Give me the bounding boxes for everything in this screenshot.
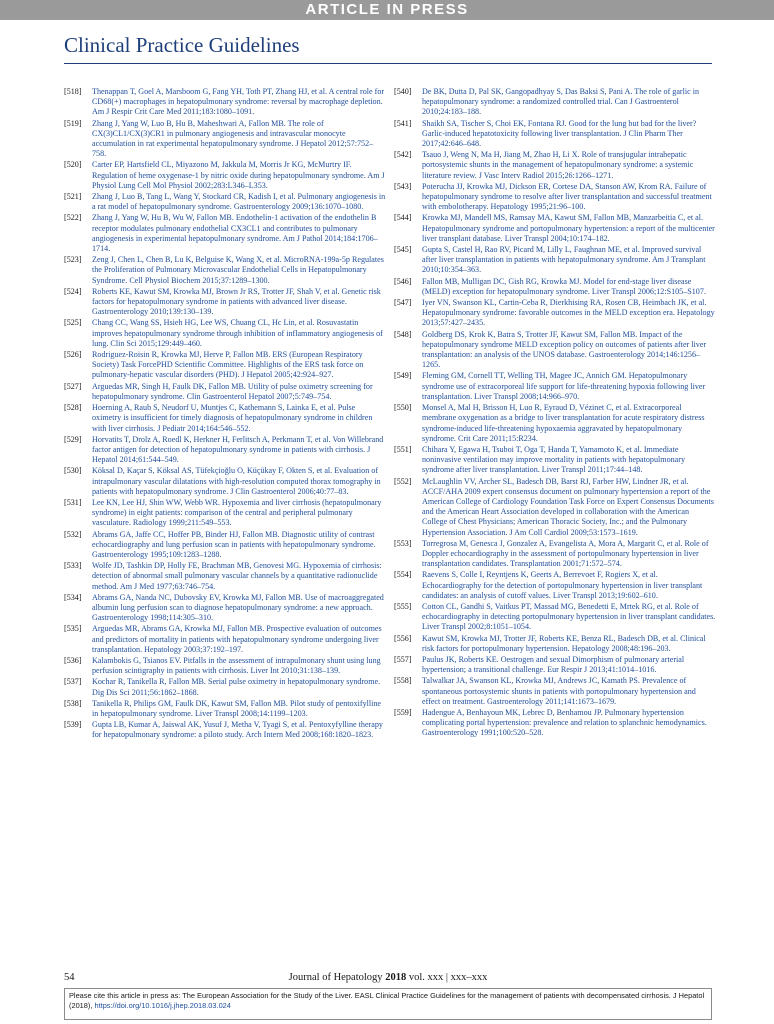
reference-item [64, 382, 386, 402]
reference-item [394, 371, 716, 402]
reference-link[interactable]: Hoerning A, Raub S, Neudorf U, Muntjes C, Kathemann S, Lainka E, et al. Pulse oximetry is insufficient for timely diagnosis of hepatopulmonary syndrome in children with liver cirrhosis. J Pediatr 2014;164:546–552. [92, 403, 373, 433]
reference-number: [534] [64, 592, 82, 602]
reference-link[interactable]: Abrams GA, Jaffe CC, Hoffer PB, Binder HJ, Fallon MB. Diagnostic utility of contrast echocardiography and lung perfusion scan in patients with hepatopulmonary syndrome. Gastroenterology 1995;109:1283–1288. [92, 529, 376, 559]
journal-volume: vol. xxx | xxx–xxx [408, 972, 488, 983]
header-rule [64, 63, 712, 64]
reference-number: [554] [394, 570, 412, 580]
reference-number: [527] [64, 381, 82, 391]
reference-item [394, 330, 716, 371]
reference-item [64, 435, 386, 466]
reference-item [64, 561, 386, 592]
page-number: 54 [64, 972, 75, 983]
reference-item [64, 119, 386, 160]
reference-number: [539] [64, 720, 82, 730]
reference-number: [535] [64, 624, 82, 634]
reference-number: [559] [394, 707, 412, 717]
reference-link[interactable]: Carter EP, Hartsfield CL, Miyazono M, Jakkula M, Morris Jr KG, McMurtry IF. Regulation of heme oxygenase-1 by nitric oxide during hepatopulmonary syndrome. Am J Physiol Lung Cell Mol Physiol 2002;283:L346–L353. [92, 160, 385, 190]
reference-number: [545] [394, 245, 412, 255]
reference-number: [528] [64, 403, 82, 413]
reference-item [394, 655, 716, 675]
journal-name: Journal of Hepatology [288, 972, 383, 983]
reference-number: [520] [64, 160, 82, 170]
reference-number: [556] [394, 633, 412, 643]
reference-item [64, 498, 386, 529]
reference-number: [525] [64, 318, 82, 328]
reference-number: [532] [64, 529, 82, 539]
reference-item [64, 624, 386, 655]
reference-link[interactable]: Fleming GM, Cornell TT, Welling TH, Magee JC, Annich GM. Hepatopulmonary syndrome use of extracorporeal life support for life-threatening hypoxia following liver transplantation. Liver Transpl 2008;14:966–970. [422, 371, 706, 401]
reference-link[interactable]: Goldberg DS, Krok K, Batra S, Trotter JF, Kawut SM, Fallon MB. Impact of the hepatopulmonary syndrome MELD exception policy on outcomes of patients after liver transplantation: an analysis of the UNOS database. Gastroenterology 2014;146:1256–1265. [422, 329, 707, 370]
reference-link[interactable]: Roberts KE, Kawut SM, Krowka MJ, Brown Jr RS, Trotter JF, Shah V, et al. Genetic risk factors for hepatopulmonary syndrome in patients with advanced liver disease. Gastroenterology 2010;139:130–139. [92, 286, 381, 317]
reference-item [64, 656, 386, 676]
page-footer [64, 971, 712, 985]
reference-number: [538] [64, 698, 82, 708]
reference-link[interactable]: Chihara Y, Egawa H, Tsuboi T, Oga T, Handa T, Yamamoto K, et al. Immediate noninvasive ventilation may improve mortality in patients with hepatopulmonary syndrome after liver transplantation. Liver Transpl 2011;17:44–148. [422, 444, 685, 475]
references-right-column [394, 87, 716, 740]
reference-item [394, 277, 716, 297]
reference-link[interactable]: Raevens S, Colle I, Reyntjens K, Geerts A, Berrevoet F, Rogiers X, et al. Echocardiography for the detection of portopulmonary hypertension in liver transplant candidates: an analysis of cutoff values. Liver Transpl 2013;19:602–610. [422, 570, 703, 600]
reference-item [64, 720, 386, 740]
reference-link[interactable]: Lee KN, Lee HJ, Shin WW, Webb WR. Hypoxemia and liver cirrhosis (hepatopulmonary syndrome) in eight patients: comparison of the central and peripheral pulmonary vasculature. Radiology 1999;211:549–553. [92, 497, 382, 528]
reference-item [394, 213, 716, 244]
reference-item [64, 87, 386, 118]
reference-link[interactable]: Krowka MJ, Mandell MS, Ramsay MA, Kawut SM, Fallon MB, Manzarbeitia C, et al. Hepatopulmonary syndrome and portopulmonary hypertension: a report of the multicenter liver transplant database. Liver Transpl 2004;10:174–182. [422, 213, 715, 243]
reference-item [64, 287, 386, 318]
reference-link[interactable]: Shaikh SA, Tischer S, Choi EK, Fontana RJ. Good for the lung but bad for the liver? Garlic-induced hepatotoxicity following liver transplantation. J Clin Pharm Ther 2017;42:646–648. [422, 118, 697, 149]
reference-item [64, 192, 386, 212]
reference-item [394, 119, 716, 150]
reference-number: [523] [64, 255, 82, 265]
reference-item [64, 530, 386, 561]
reference-item [64, 318, 386, 349]
reference-item [394, 182, 716, 213]
reference-link[interactable]: Gupta LB, Kumar A, Jaiswal AK, Yusuf J, Metha V, Tyagi S, et al. Pentoxyfylline therapy for hepatopulmonary syndrome: a piloto study. Arch Intern Med 2008;168:1820–1823. [92, 720, 383, 740]
reference-number: [533] [64, 561, 82, 571]
reference-link[interactable]: Torregrosa M, Genesca J, Gonzalez A, Evangelista A, Mora A, Margarit C, et al. Role of Doppler echocardiography in the assessment of portopulmonary hypertension in liver transplantation candidates. Transplantation 2001;71:572–574. [422, 538, 709, 569]
reference-number: [522] [64, 213, 82, 223]
reference-number: [524] [64, 286, 82, 296]
journal-line [64, 971, 712, 985]
reference-link[interactable]: Tanikella R, Philips GM, Faulk DK, Kawut SM, Fallon MB. Pilot study of pentoxifylline in hepatopulmonary syndrome. Liver Transpl 2008;14:1199–1203. [92, 698, 382, 718]
reference-number: [544] [394, 213, 412, 223]
reference-item [64, 255, 386, 286]
reference-link[interactable]: Cotton CL, Gandhi S, Vaitkus PT, Massad MG, Benedetti E, Mrtek RG, et al. Role of echocardiography in detecting portopulmonary hypertension in liver transplant candidates. Liver Transpl 2002;8:1051–1054. [422, 601, 716, 632]
reference-item [394, 539, 716, 570]
citation-text: Please cite this article in press as: The European Association for the Study of the Liver. EASL Clinical Practice Guidelines for the management of patients with decompensated cirrhosis. J Hepatol (2018), [69, 991, 705, 1010]
citation-doi-link[interactable]: https://doi.org/10.1016/j.jhep.2018.03.024 [94, 1000, 231, 1010]
reference-number: [552] [394, 476, 412, 486]
reference-link[interactable]: Chang CC, Wang SS, Hsieh HG, Lee WS, Chuang CL, Hc Lin, et al. Rosuvastatin improves hepatopulmonary syndrome through inhibition of inflammatory angiogenesis of lung. Clin Sci 2015;129:449–460. [92, 318, 383, 348]
reference-number: [542] [394, 150, 412, 160]
reference-number: [521] [64, 192, 82, 202]
reference-item [64, 160, 386, 191]
reference-link[interactable]: Hadengue A, Benhayoun MK, Lebrec D, Benhamou JP. Pulmonary hypertension complicating portal hypertension: prevalence and relation to splanchnic hemodynamics. Gastroenterology 1991;100:520–528. [422, 707, 707, 738]
reference-item [394, 403, 716, 444]
reference-item [64, 403, 386, 434]
reference-link[interactable]: Kawut SM, Krowka MJ, Trotter JF, Roberts KE, Benza RL, Badesch DB, et al. Clinical risk factors for portopulmonary hypertension. Hepatology 2008;48:196–203. [422, 633, 706, 653]
journal-year: 2018 [385, 972, 407, 983]
reference-link[interactable]: Zhang J, Yang W, Luo B, Hu B, Maheshwari A, Fallon MB. The role of CX(3)CL1/CX(3)CR1 in pulmonary angiogenesis and intravascular monocyte accumulation in rat experimental hepatopulmonary syndrome. J Hepatol 2012;57:752–758. [92, 118, 374, 159]
reference-link[interactable]: Fallon MB, Mulligan DC, Gish RG, Krowka MJ. Model for end-stage liver disease (MELD) exception for hepatopulmonary syndrome. Liver Transpl 2006;12:S105–S107. [422, 276, 706, 296]
reference-item [394, 634, 716, 654]
reference-number: [557] [394, 654, 412, 664]
reference-number: [518] [64, 87, 82, 96]
reference-number: [540] [394, 87, 412, 96]
reference-number: [553] [394, 538, 412, 548]
reference-item [394, 570, 716, 601]
reference-number: [551] [394, 444, 412, 454]
reference-item [64, 699, 386, 719]
reference-item [394, 298, 716, 329]
reference-link[interactable]: Zeng J, Chen L, Chen B, Lu K, Belguise K, Wang X, et al. MicroRNA-199a-5p Regulates the Proliferation of Pulmonary Microvascular Endothelial Cells in Hepatopulmonary Syndrome. Cell Physiol Biochem 2015;37:1289–1300. [92, 255, 384, 285]
reference-link[interactable]: Zhang J, Yang W, Hu B, Wu W, Fallon MB. Endothelin-1 activation of the endothelin B receptor modulates pulmonary endothelial CX3CL1 and contributes to pulmonary angiogenesis in experimental hepatopulmonary syndrome. Am J Pathol 2014;184:1706–1714. [92, 213, 378, 254]
reference-item [394, 245, 716, 276]
reference-link[interactable]: Iyer VN, Swanson KL, Cartin-Ceba R, Dierkhising RA, Rosen CB, Heimbach JK, et al. Hepatopulmonary syndrome: favorable outcomes in the MELD exception era. Hepatology 2013;57:427–2435. [422, 298, 715, 328]
references-left-column [64, 87, 386, 742]
reference-number: [550] [394, 403, 412, 413]
reference-link[interactable]: Tsauo J, Weng N, Ma H, Jiang M, Zhao H, Li X. Role of transjugular intrahepatic portosystemic shunts in the management of hepatopulmonary syndrome: a systemic literature review. J Vasc Interv Radiol 2015;26:1266–1271. [422, 150, 694, 180]
reference-item [64, 593, 386, 624]
reference-number: [526] [64, 350, 82, 360]
reference-link[interactable]: Abrams GA, Nanda NC, Dubovsky EV, Krowka MJ, Fallon MB. Use of macroaggregated albumin lung perfusion scan to diagnose hepatopulmonary syndrome: a new approach. Gastroenterology 1998;114:305–310. [92, 592, 384, 623]
reference-link[interactable]: Kalambokis G, Tsianos EV. Pitfalls in the assessment of intrapulmonary shunt using lung perfusion scintigraphy in patients with cirrhosis. Liver Int 2010;31:138–139. [92, 655, 381, 676]
reference-link[interactable]: Arguedas MR, Abrams GA, Krowka MJ, Fallon MB. Prospective evaluation of outcomes and predictors of mortality in patients with hepatopulmonary syndrome undergoing liver transplantation. Hepatology 2003;37:192–197. [92, 624, 382, 654]
reference-number: [541] [394, 118, 412, 128]
reference-link[interactable]: Horvatits T, Drolz A, Roedl K, Herkner H, Ferlitsch A, Perkmann T, et al. Von Willebrand factor antigen for detection of hepatopulmonary syndrome in patients with cirrhosis. J Hepatol 2014;61:544–549. [92, 434, 384, 465]
reference-number: [543] [394, 181, 412, 191]
reference-number: [549] [394, 371, 412, 381]
reference-item [394, 477, 716, 538]
reference-item [394, 150, 716, 181]
reference-link[interactable]: Paulus JK, Roberts KE. Oestrogen and sexual Dimorphism of pulmonary arterial hypertension; a transitional challenge. Eur Respir J 2013;41:1014–1016. [422, 654, 685, 675]
reference-link[interactable]: Rodriguez-Roisin R, Krowka MJ, Herve P, Fallon MB. ERS (European Respiratory Society) Task ForcePHD Scientific Committee. Highlights of the ERS task force on pulmonary-hepatic vascular disorders (PHD). J Hepatol 2005;42:924–927. [92, 350, 364, 380]
reference-link[interactable]: Poterucha JJ, Krowka MJ, Dickson ER, Cortese DA, Stanson AW, Krom RA. Failure of hepatopulmonary syndrome to resolve after liver transplantation and successful treatment with embolotherapy. Hepatology 1995;21:96–100. [422, 181, 712, 212]
section-title: Clinical Practice Guidelines [64, 33, 300, 57]
reference-link[interactable]: Wolfe JD, Tashkin DP, Holly FE, Brachman MB, Genovesi MG. Hypoxemia of cirrhosis: detection of abnormal small pulmonary vascular channels by a quantitative radionuclide method. Am J Med 1977;63:746–754. [92, 561, 382, 591]
reference-link[interactable]: Kochar R, Tanikella R, Fallon MB. Serial pulse oximetry in hepatopulmonary syndrome. Dig Dis Sci 2011;56:1862–1868. [92, 677, 381, 697]
reference-number: [547] [394, 298, 412, 308]
reference-number: [555] [394, 601, 412, 611]
reference-item [394, 708, 716, 739]
reference-item [64, 350, 386, 381]
reference-link[interactable]: Monsel A, Mal H, Brisson H, Luo R, Eyraud D, Vézinet C, et al. Extracorporeal membrane oxygenation as a bridge to liver transplantation for acute respiratory distress syndrome-induced life-threatening hypoxaemia aggravated by hepatopulmonary syndrome. Crit Care 2011;15:R234. [422, 403, 705, 443]
citation-box [64, 988, 712, 1020]
reference-number: [530] [64, 466, 82, 476]
reference-item [394, 676, 716, 707]
reference-link[interactable]: McLaughlin VV, Archer SL, Badesch DB, Barst RJ, Farber HW, Lindner JR, et al. ACCF/AHA 2009 expert consensus document on pulmonary hypertension a report of the American College of Cardiology Foundation Task Force on Expert Consensus Documents and the American Heart Association developed in collaboration with the American College of Chest Physicians; American Thoracic Society, Inc.; and the Pulmonary Hypertension Association. J Am Coll Cardiol 2009;53:1573–1619. [422, 476, 714, 537]
reference-link[interactable]: Zhang J, Luo B, Tang L, Wang Y, Stockard CR, Kadish I, et al. Pulmonary angiogenesis in a rat model of hepatopulmonary syndrome. Gastroenterology 2009;136:1070–1080. [92, 192, 386, 212]
reference-link[interactable]: Thenappan T, Goel A, Marsboom G, Fang YH, Toth PT, Zhang HJ, et al. A central role for CD68(+) macrophages in hepatopulmonary syndrome: reversal by macrophage depletion. Am J Respir Crit Care Med 2011;183:1080–1091. [92, 87, 385, 117]
reference-item [394, 87, 716, 118]
article-in-press-banner: ARTICLE IN PRESS [0, 0, 774, 20]
reference-link[interactable]: Gupta S, Castel H, Rao RV, Picard M, Lilly L, Faughnan ME, et al. Improved survival after liver transplantation in patients with hepatopulmonary syndrome. Am J Transplant 2010;10:354–363. [422, 245, 706, 275]
reference-item [64, 466, 386, 497]
reference-item [64, 213, 386, 254]
reference-item [394, 445, 716, 476]
reference-number: [529] [64, 434, 82, 444]
reference-number: [537] [64, 677, 82, 687]
reference-number: [558] [394, 676, 412, 686]
reference-number: [531] [64, 497, 82, 507]
reference-number: [536] [64, 655, 82, 665]
reference-link[interactable]: Köksal D, Kaçar S, Köksal AS, Tüfekçioğlu O, Küçükay F, Okten S, et al. Evaluation of intrapulmonary vascular dilatations with high-resolution computed thorax tomography in patients with hepatopulmonary syndrome. J Clin Gastroenterol 2006;40:77–83. [92, 466, 381, 496]
reference-number: [546] [394, 276, 412, 286]
reference-link[interactable]: Talwalkar JA, Swanson KL, Krowka MJ, Andrews JC, Kamath PS. Prevalence of spontaneous portosystemic shunts in patients with portopulmonary hypertension and effect on treatment. Gastroenterology 2011;141:1673–1679. [422, 676, 696, 706]
reference-number: [519] [64, 118, 82, 128]
reference-number: [548] [394, 329, 412, 339]
reference-link[interactable]: De BK, Dutta D, Pal SK, Gangopadhyay S, Das Baksi S, Pani A. The role of garlic in hepatopulmonary syndrome: a randomized controlled trial. Can J Gastroenterol 2010;24:183–188. [422, 87, 700, 117]
reference-item [64, 677, 386, 697]
reference-item [394, 602, 716, 633]
reference-link[interactable]: Arguedas MR, Singh H, Faulk DK, Fallon MB. Utility of pulse oximetry screening for hepatopulmonary syndrome. Clin Gastroenterol Hepatol 2007;5:749–754. [92, 381, 373, 401]
